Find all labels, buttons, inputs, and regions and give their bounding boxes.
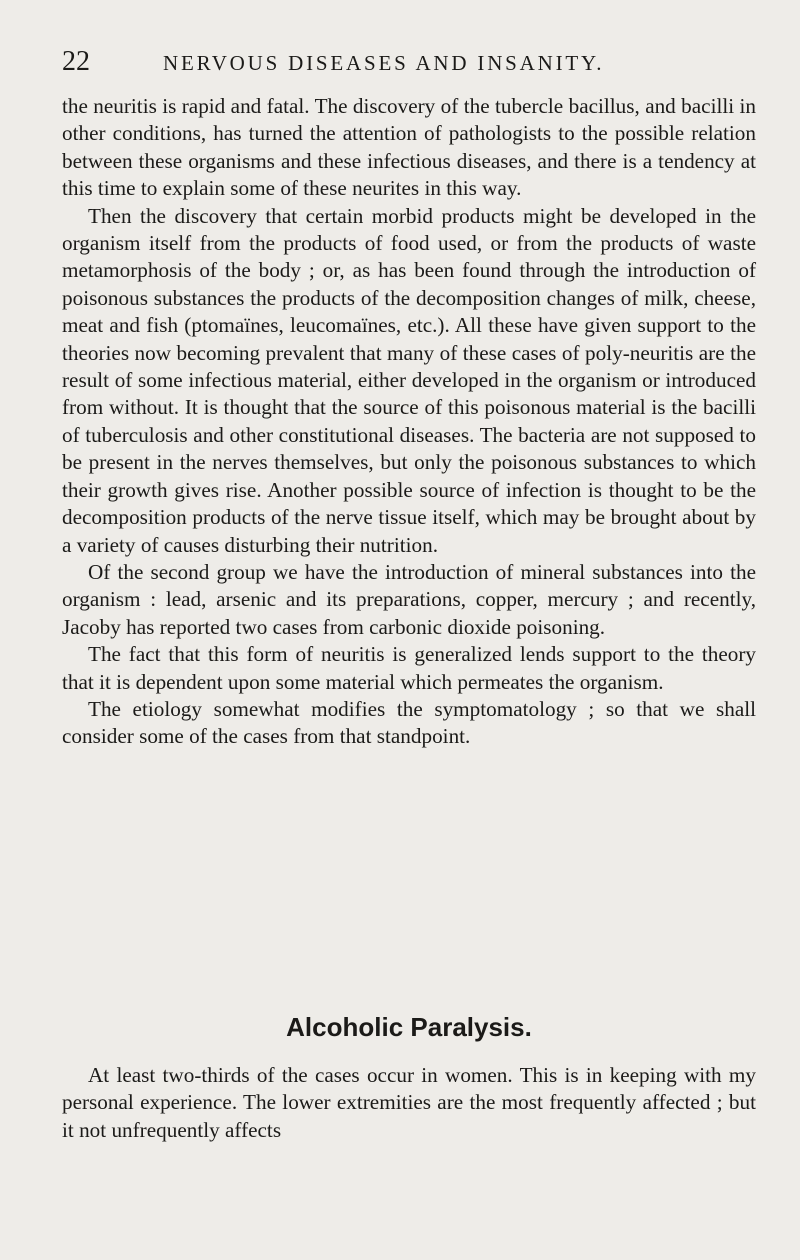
section-text	[62, 1062, 756, 1144]
section-heading: Alcoholic Paralysis.	[286, 1012, 532, 1042]
paragraph-2: Then the discovery that certain morbid products might be developed in the organism itself from the products of food used, or from the products of waste metamorphosis of the body ; or, as has been found through the introduction of poisonous substances the products of the decomposition changes of milk, cheese, meat and fish (ptomaïnes, leucomaïnes, etc.). All these have given support to the theories now becoming prevalent that many of these cases of poly-neuritis are the result of some infectious material, either developed in the organism or introduced from without. It is thought that the source of this poisonous material is the bacilli of tuberculosis and other constitutional diseases. The bacteria are not supposed to be present in the nerves themselves, but only the poisonous substances to which their growth gives rise. Another possible source of infection is thought to be the decomposition products of the nerve tissue itself, which may be brought about by a variety of causes disturbing their nutrition.	[62, 203, 756, 557]
paragraph-3: Of the second group we have the introduction of mineral substances into the organism : lead, arsenic and its preparations, copper, mercury ; and recently, Jacoby has reported two cases from carbonic dioxide poisoning.	[62, 559, 756, 639]
section-paragraph: At least two-thirds of the cases occur in women. This is in keeping with my personal experience. The lower extremities are the most frequently affected ; but it not unfrequently affects	[62, 1063, 756, 1142]
paragraph-1: the neuritis is rapid and fatal. The discovery of the tubercle bacillus, and bacilli in other conditions, has turned the attention of pathologists to the possible relation between these organisms and these infectious diseases, and there is a tendency at this time to explain some of these neurites in this way.	[62, 94, 756, 201]
running-head-title: NERVOUS DISEASES AND INSANITY.	[163, 51, 605, 75]
running-head	[62, 42, 762, 82]
paragraph-5: The etiology somewhat modifies the symptomatology ; so that we shall consider some of the cases from that standpoint.	[62, 696, 756, 749]
paragraph-4: The fact that this form of neuritis is generalized lends support to the theory that it is dependent upon some material which permeates the organism.	[62, 642, 756, 694]
main-text	[62, 93, 756, 751]
page-number: 22	[62, 46, 90, 77]
